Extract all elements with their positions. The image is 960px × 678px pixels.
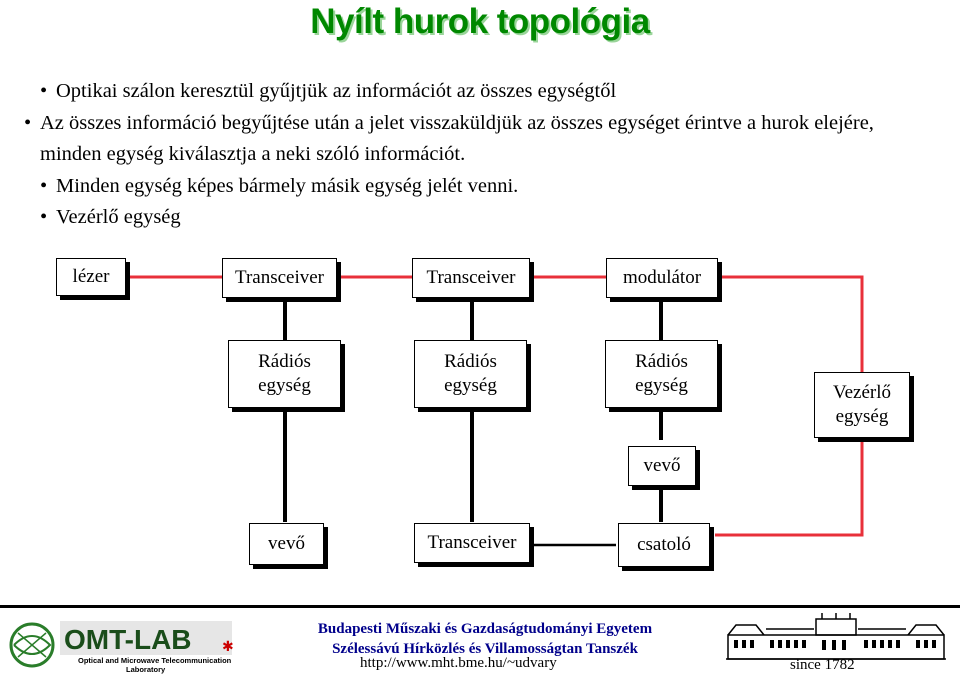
radio-unit-box-1: Rádiós egység [228,340,341,408]
bullet-2: • Az összes információ begyűjtése után a jelet visszaküldjük az összes egységet érintve a hurok elejére, minden egység kiválasztja a neki szóló információt. [24,111,874,165]
radio-unit-box-2: Rádiós egység [414,340,527,408]
transceiver-box-2: Transceiver [412,258,530,298]
transceiver-box-1: Transceiver [222,258,337,298]
footer-divider [0,605,960,608]
website-link[interactable]: http://www.mht.bme.hu/~udvary [360,655,557,671]
receiver-box-mid: vevő [628,446,696,486]
university-building-logo [726,613,946,661]
slide-title: Nyílt hurok topológia [310,2,650,41]
svg-text:Laboratory: Laboratory [126,665,166,674]
bullet-3: • Minden egység képes bármely másik egység jelét venni. [40,174,519,197]
modulator-box: modulátor [606,258,718,298]
omt-lab-logo [8,613,238,675]
since-label: since 1782 [790,657,855,673]
bullet-4: • Vezérlő egység [40,206,181,228]
transceiver-box-bottom: Transceiver [414,523,530,563]
controller-box: Vezérlő egység [814,372,910,438]
svg-text:OMT-LAB: OMT-LAB [64,624,192,655]
coupler-box: csatoló [618,523,710,567]
laser-box: lézer [56,258,126,296]
university-name: Budapesti Műszaki és Gazdaságtudományi Egyetem Szélessávú Hírközlés és Villamosságtan Tanszék [270,619,700,659]
bullet-1: • Optikai szálon keresztül gyűjtjük az információt az összes egységtől [40,80,617,102]
footer [0,605,960,678]
department-name: Szélessávú Hírközlés és Villamosságtan Tanszék [332,641,638,657]
radio-unit-box-3: Rádiós egység [605,340,718,408]
receiver-box-bottom: vevő [249,523,324,565]
svg-text:✱: ✱ [222,640,234,655]
svg-text:Optical and Microwave Telecomm: Optical and Microwave Telecommunication [78,656,232,665]
unit-links [285,298,661,522]
